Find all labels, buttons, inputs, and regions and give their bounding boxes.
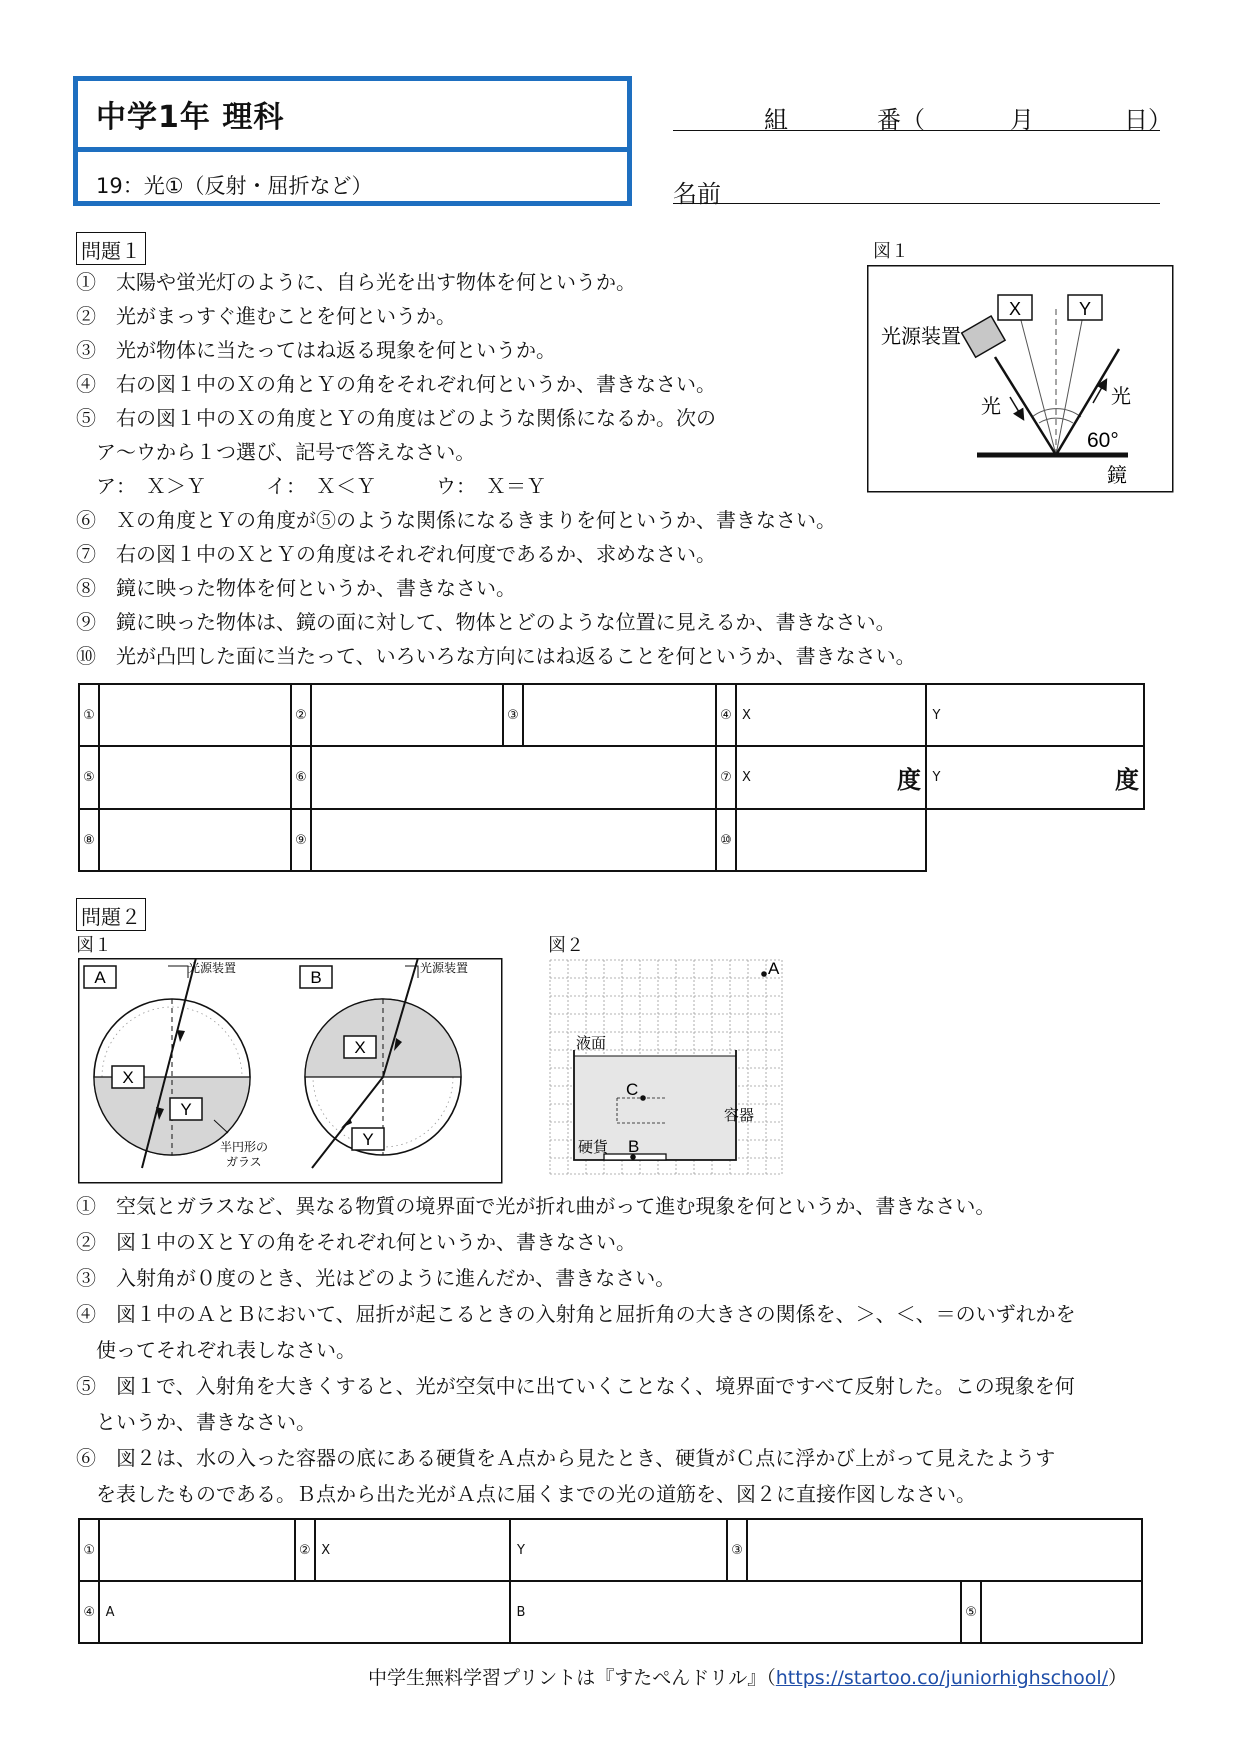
svg-text:Y: Y — [362, 1130, 374, 1149]
svg-text:X: X — [354, 1038, 366, 1057]
q2-ans-2x[interactable] — [335, 1519, 510, 1581]
q1-ans-8[interactable] — [99, 809, 291, 871]
q2-item-3: ③ 入射角が０度のとき、光はどのように進んだか、書きなさい。 — [76, 1266, 676, 1290]
q1-ans-num-3: ③ — [503, 684, 523, 746]
light-in-label: 光 — [981, 394, 1001, 418]
q1-item-10: ⑩ 光が凸凹した面に当たって、いろいろな方向にはね返ることを何というか、書きなさい。 — [76, 644, 916, 668]
q2-item-4: ④ 図１中のＡとＢにおいて、屈折が起こるときの入射角と屈折角の大きさの関係を、＞、＜、＝のいずれかを — [76, 1302, 1076, 1326]
svg-text:硬貨: 硬貨 — [578, 1138, 609, 1156]
svg-text:B: B — [310, 968, 322, 987]
svg-text:液面: 液面 — [576, 1034, 607, 1052]
mirror-label: 鏡 — [1107, 463, 1127, 487]
q2-fig2-label: 図２ — [548, 935, 584, 956]
svg-text:半円形の: 半円形の — [220, 1140, 269, 1154]
q2-ans-num-2: ② — [295, 1519, 315, 1581]
point-c — [640, 1095, 646, 1101]
q1-ans-6[interactable] — [311, 746, 716, 809]
q1-item-3: ③ 光が物体に当たってはね返る現象を何というか。 — [76, 338, 556, 362]
q2-ans-2y[interactable] — [531, 1519, 727, 1581]
q1-ans-num-8: ⑧ — [79, 809, 99, 871]
q1-ans-num-6: ⑥ — [291, 746, 311, 809]
refraction-diagram — [78, 958, 503, 1184]
svg-text:容器: 容器 — [724, 1106, 755, 1124]
footer — [368, 1663, 1127, 1690]
q1-ans-num-1: ① — [79, 684, 99, 746]
q2-ans-2x-label: X — [315, 1519, 335, 1581]
q1-empty-cell — [926, 809, 1144, 871]
q1-figure-label: 図１ — [873, 241, 909, 262]
q2-ans-3[interactable] — [747, 1519, 1142, 1581]
q1-item-2: ② 光がまっすぐ進むことを何というか。 — [76, 304, 456, 328]
q1-ans-3[interactable] — [523, 684, 716, 746]
q2-ans-4a[interactable] — [120, 1581, 511, 1643]
svg-text:光源装置: 光源装置 — [420, 961, 469, 975]
q1-item-1: ① 太陽や蛍光灯のように、自ら光を出す物体を何というか。 — [76, 270, 636, 294]
course-title: 中学1年 理科 — [96, 100, 285, 135]
q1-ans-7x-degree[interactable]: 度 — [756, 746, 926, 809]
q2-ans-1[interactable] — [99, 1519, 294, 1581]
q1-ans-1[interactable] — [99, 684, 291, 746]
q2-ans-4b-label: B — [510, 1581, 530, 1643]
light-out-label: 光 — [1111, 384, 1131, 408]
q2-ans-num-3: ③ — [727, 1519, 747, 1581]
day-label: 日） — [1124, 106, 1172, 134]
q1-ans-num-2: ② — [291, 684, 311, 746]
q1-ans-num-7: ⑦ — [716, 746, 736, 809]
q2-item-1: ① 空気とガラスなど、異なる物質の境界面で光が折れ曲がって進む現象を何というか、書きなさい。 — [76, 1194, 996, 1218]
q1-ans-num-4: ④ — [716, 684, 736, 746]
q1-answer-table — [78, 683, 1145, 872]
source-label: 光源装置 — [881, 324, 961, 348]
q1-ans-7y-label: Y — [926, 746, 946, 809]
mirror-diagram — [867, 265, 1174, 493]
q2-ans-num-5: ⑤ — [961, 1581, 981, 1643]
q1-item-5-cont: ア～ウから１つ選び、記号で答えなさい。 — [76, 440, 476, 464]
svg-text:A: A — [94, 968, 106, 987]
q2-ans-4b[interactable] — [531, 1581, 961, 1643]
q2-item-5: ⑤ 図１で、入射角を大きくすると、光が空気中に出ていくことなく、境界面ですべて反射した。この現象を何 — [76, 1374, 1075, 1398]
footer-close: ） — [1108, 1667, 1128, 1689]
q2-fig1-label: 図１ — [76, 935, 112, 956]
class-label: 組 — [764, 106, 788, 134]
y-label: Y — [1078, 299, 1092, 319]
q2-ans-num-4: ④ — [79, 1581, 99, 1643]
q1-ans-4x-label: X — [736, 684, 756, 746]
q1-item-5-choices: ア： Ｘ＞Ｙ イ： Ｘ＜Ｙ ウ： Ｘ＝Ｙ — [76, 474, 546, 498]
q2-item-2: ② 図１中のＸとＹの角をそれぞれ何というか、書きなさい。 — [76, 1230, 636, 1254]
month-label: 月 — [1010, 106, 1034, 134]
q2-ans-5[interactable] — [981, 1581, 1142, 1643]
q1-ans-5[interactable] — [99, 746, 291, 809]
q1-ans-4x[interactable] — [756, 684, 926, 746]
footer-link[interactable]: https://startoo.co/juniorhighschool/ — [775, 1667, 1109, 1689]
svg-text:A: A — [768, 959, 780, 978]
unit-title: 19：光①（反射・屈折など） — [96, 174, 373, 198]
q1-ans-num-5: ⑤ — [79, 746, 99, 809]
q2-item-4-cont: 使ってそれぞれ表しなさい。 — [76, 1338, 356, 1362]
q1-item-8: ⑧ 鏡に映った物体を何というか、書きなさい。 — [76, 576, 516, 600]
footer-text: 中学生無料学習プリントは『すたぺんドリル』（ — [368, 1667, 776, 1689]
svg-text:C: C — [626, 1080, 639, 1099]
q1-item-4: ④ 右の図１中のＸの角とＹの角をそれぞれ何というか、書きなさい。 — [76, 372, 716, 396]
q1-ans-4y-label: Y — [926, 684, 946, 746]
q1-item-5: ⑤ 右の図１中のＸの角度とＹの角度はどのような関係になるか。次の — [76, 406, 716, 430]
svg-text:B: B — [628, 1137, 640, 1156]
q2-answer-table — [78, 1518, 1143, 1644]
name-line — [673, 203, 1160, 204]
q1-ans-4y[interactable] — [946, 684, 1144, 746]
name-label: 名前 — [673, 180, 721, 208]
point-a — [761, 971, 767, 977]
coin-diagram — [548, 958, 784, 1176]
q1-item-9: ⑨ 鏡に映った物体は、鏡の面に対して、物体とどのような位置に見えるか、書きなさい。 — [76, 610, 896, 634]
svg-text:Y: Y — [180, 1100, 192, 1119]
date-line — [673, 130, 1160, 131]
svg-text:X: X — [122, 1068, 134, 1087]
q2-ans-num-1: ① — [79, 1519, 99, 1581]
q1-ans-num-10: ⑩ — [716, 809, 736, 871]
q1-item-6: ⑥ Ｘの角度とＹの角度が⑤のような関係になるきまりを何というか、書きなさい。 — [76, 508, 836, 532]
q2-label: 問題２ — [76, 898, 146, 931]
number-label: 番（ — [877, 106, 925, 134]
q2-item-6: ⑥ 図２は、水の入った容器の底にある硬貨をＡ点から見たとき、硬貨がＣ点に浮かび上がって見えたようす — [76, 1446, 1056, 1470]
q2-item-5-cont: というか、書きなさい。 — [76, 1410, 316, 1434]
q2-ans-2y-label: Y — [510, 1519, 530, 1581]
q1-ans-7x-label: X — [736, 746, 756, 809]
q1-label: 問題１ — [76, 232, 146, 265]
q1-ans-9[interactable] — [311, 809, 716, 871]
q1-ans-10[interactable] — [736, 809, 926, 871]
q2-ans-4a-label: A — [99, 1581, 119, 1643]
q2-item-6-cont: を表したものである。Ｂ点から出た光がＡ点に届くまでの光の道筋を、図２に直接作図しなさい。 — [76, 1482, 976, 1506]
q1-ans-7y-degree[interactable]: 度 — [946, 746, 1144, 809]
q1-item-7: ⑦ 右の図１中のＸとＹの角度はそれぞれ何度であるか、求めなさい。 — [76, 542, 716, 566]
x-label: X — [1008, 299, 1022, 319]
q1-ans-2[interactable] — [311, 684, 503, 746]
svg-text:ガラス: ガラス — [226, 1155, 262, 1169]
svg-text:光源装置: 光源装置 — [188, 961, 237, 975]
q1-ans-num-9: ⑨ — [291, 809, 311, 871]
angle-label: 60° — [1087, 429, 1119, 452]
